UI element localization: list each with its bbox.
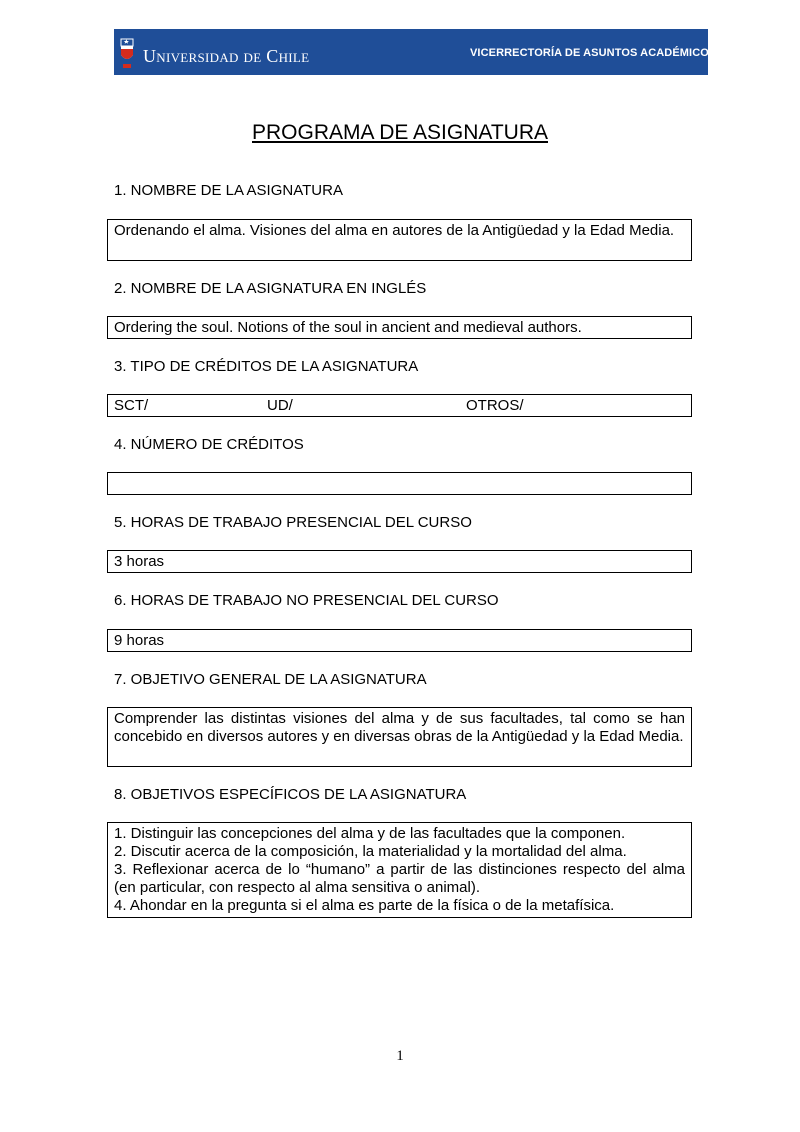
section-2-label: 2. NOMBRE DE LA ASIGNATURA EN INGLÉS: [114, 280, 427, 297]
section-6-label: 6. HORAS DE TRABAJO NO PRESENCIAL DEL CURSO: [114, 592, 499, 609]
presential-hours-value: 3 horas: [114, 553, 165, 570]
university-name: Universidad de Chile: [143, 46, 310, 66]
section-1-label: 1. NOMBRE DE LA ASIGNATURA: [114, 182, 343, 199]
credit-type-ud: UD/: [267, 397, 293, 414]
university-crest-icon: [118, 33, 136, 71]
course-name-value: Ordenando el alma. Visiones del alma en autores de la Antigüedad y la Edad Media.: [114, 222, 675, 239]
specific-objective-item: 2. Discutir acerca de la composición, la materialidad y la mortalidad del alma.: [114, 843, 627, 860]
specific-objective-item: 1. Distinguir las concepciones del alma y de las facultades que la componen.: [114, 825, 626, 842]
specific-objective-item: 4. Ahondar en la pregunta si el alma es parte de la física o de la metafísica.: [114, 897, 615, 914]
presential-hours-box: [107, 550, 692, 573]
non-presential-hours-value: 9 horas: [114, 632, 165, 649]
section-3-label: 3. TIPO DE CRÉDITOS DE LA ASIGNATURA: [114, 358, 419, 375]
section-4-label: 4. NÚMERO DE CRÉDITOS: [114, 436, 304, 453]
credit-type-otros: OTROS/: [466, 397, 524, 414]
credit-types-box: [107, 394, 692, 417]
general-objective-box: [107, 707, 692, 767]
general-objective-value: Comprender las distintas visiones del alma y de sus facultades, tal como se han concebido en diversos autores y en diversas obras de la Antigüedad y la Edad Media.: [114, 710, 685, 745]
section-5-label: 5. HORAS DE TRABAJO PRESENCIAL DEL CURSO: [114, 514, 472, 531]
section-7-label: 7. OBJETIVO GENERAL DE LA ASIGNATURA: [114, 671, 427, 688]
section-8-label: 8. OBJETIVOS ESPECÍFICOS DE LA ASIGNATURA: [114, 786, 467, 803]
course-name-english-value: Ordering the soul. Notions of the soul in ancient and medieval authors.: [114, 319, 582, 336]
course-name-english-box: [107, 316, 692, 339]
vicerrectoria-name: VICERRECTORÍA DE ASUNTOS ACADÉMICOS: [470, 47, 717, 59]
course-name-box: [107, 219, 692, 261]
page-number: 1: [396, 1048, 404, 1064]
specific-objectives-box: [107, 822, 692, 918]
credit-type-sct: SCT/: [114, 397, 149, 414]
credits-number-box: [107, 472, 692, 495]
non-presential-hours-box: [107, 629, 692, 652]
document-title: PROGRAMA DE ASIGNATURA: [252, 121, 548, 144]
specific-objective-item: 3. Reflexionar acerca de lo “humano” a partir de las distinciones respecto del alma (en particular, con respecto al alma sensitiva o animal).: [114, 861, 685, 896]
